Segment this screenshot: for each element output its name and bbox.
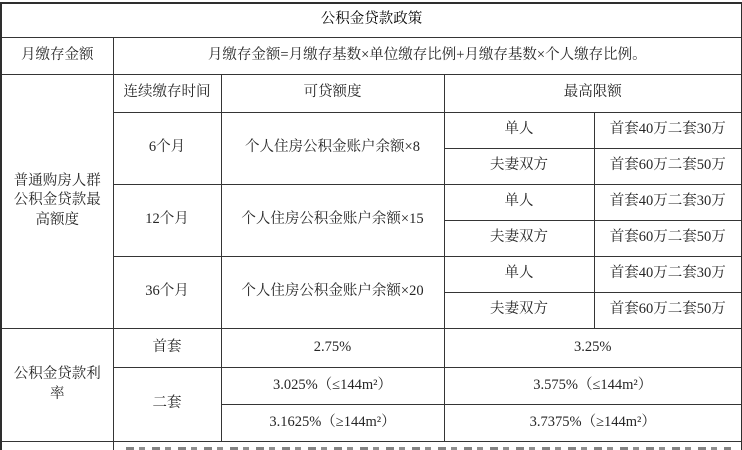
clipped-text-fragment — [126, 447, 732, 450]
limit-amount: 首套60万二套50万 — [594, 292, 742, 328]
table-row — [1, 367, 742, 404]
monthly-deposit-label: 月缴存金额 — [1, 37, 113, 74]
quota-6m: 个人住房公积金账户余额×8 — [221, 112, 444, 184]
limit-who: 夫妻双方 — [444, 148, 594, 184]
second-home-rate-a-small: 3.025%（≤144m²） — [221, 367, 444, 404]
second-home-rate-b-large: 3.7375%（≥144m²） — [444, 404, 742, 441]
first-home-rate-a: 2.75% — [221, 328, 444, 367]
table-title: 公积金贷款政策 — [1, 3, 742, 37]
loan-limits-group-label: 普通购房人群公积金贷款最高额度 — [1, 74, 113, 328]
limit-who: 单人 — [444, 112, 594, 148]
second-home-rate-b-small: 3.575%（≤144m²） — [444, 367, 742, 404]
table-row — [1, 256, 742, 292]
limit-amount: 首套40万二套30万 — [594, 112, 742, 148]
limit-who: 夫妻双方 — [444, 292, 594, 328]
clipped-row-text-cell — [113, 441, 742, 450]
quota-12m: 个人住房公积金账户余额×15 — [221, 184, 444, 256]
limit-amount: 首套40万二套30万 — [594, 256, 742, 292]
col-header-quota: 可贷额度 — [221, 74, 444, 112]
rates-group-label: 公积金贷款利率 — [1, 328, 113, 441]
table-row — [1, 184, 742, 220]
clipped-row-header-cell — [1, 441, 113, 450]
col-header-duration: 连续缴存时间 — [113, 74, 221, 112]
policy-table — [0, 2, 742, 450]
monthly-deposit-formula: 月缴存金额=月缴存基数×单位缴存比例+月缴存基数×个人缴存比例。 — [113, 37, 742, 74]
table-row-clipped — [1, 441, 742, 450]
duration-12m: 12个月 — [113, 184, 221, 256]
table-row — [1, 328, 742, 367]
limit-amount: 首套40万二套30万 — [594, 184, 742, 220]
limit-amount: 首套60万二套50万 — [594, 148, 742, 184]
limit-who: 单人 — [444, 184, 594, 220]
first-home-rate-b: 3.25% — [444, 328, 742, 367]
second-home-label: 二套 — [113, 367, 221, 441]
table-row — [1, 112, 742, 148]
second-home-rate-a-large: 3.1625%（≥144m²） — [221, 404, 444, 441]
duration-6m: 6个月 — [113, 112, 221, 184]
quota-36m: 个人住房公积金账户余额×20 — [221, 256, 444, 328]
limit-who: 单人 — [444, 256, 594, 292]
duration-36m: 36个月 — [113, 256, 221, 328]
col-header-max-limit: 最高限额 — [444, 74, 742, 112]
limit-amount: 首套60万二套50万 — [594, 220, 742, 256]
first-home-label: 首套 — [113, 328, 221, 367]
limit-who: 夫妻双方 — [444, 220, 594, 256]
